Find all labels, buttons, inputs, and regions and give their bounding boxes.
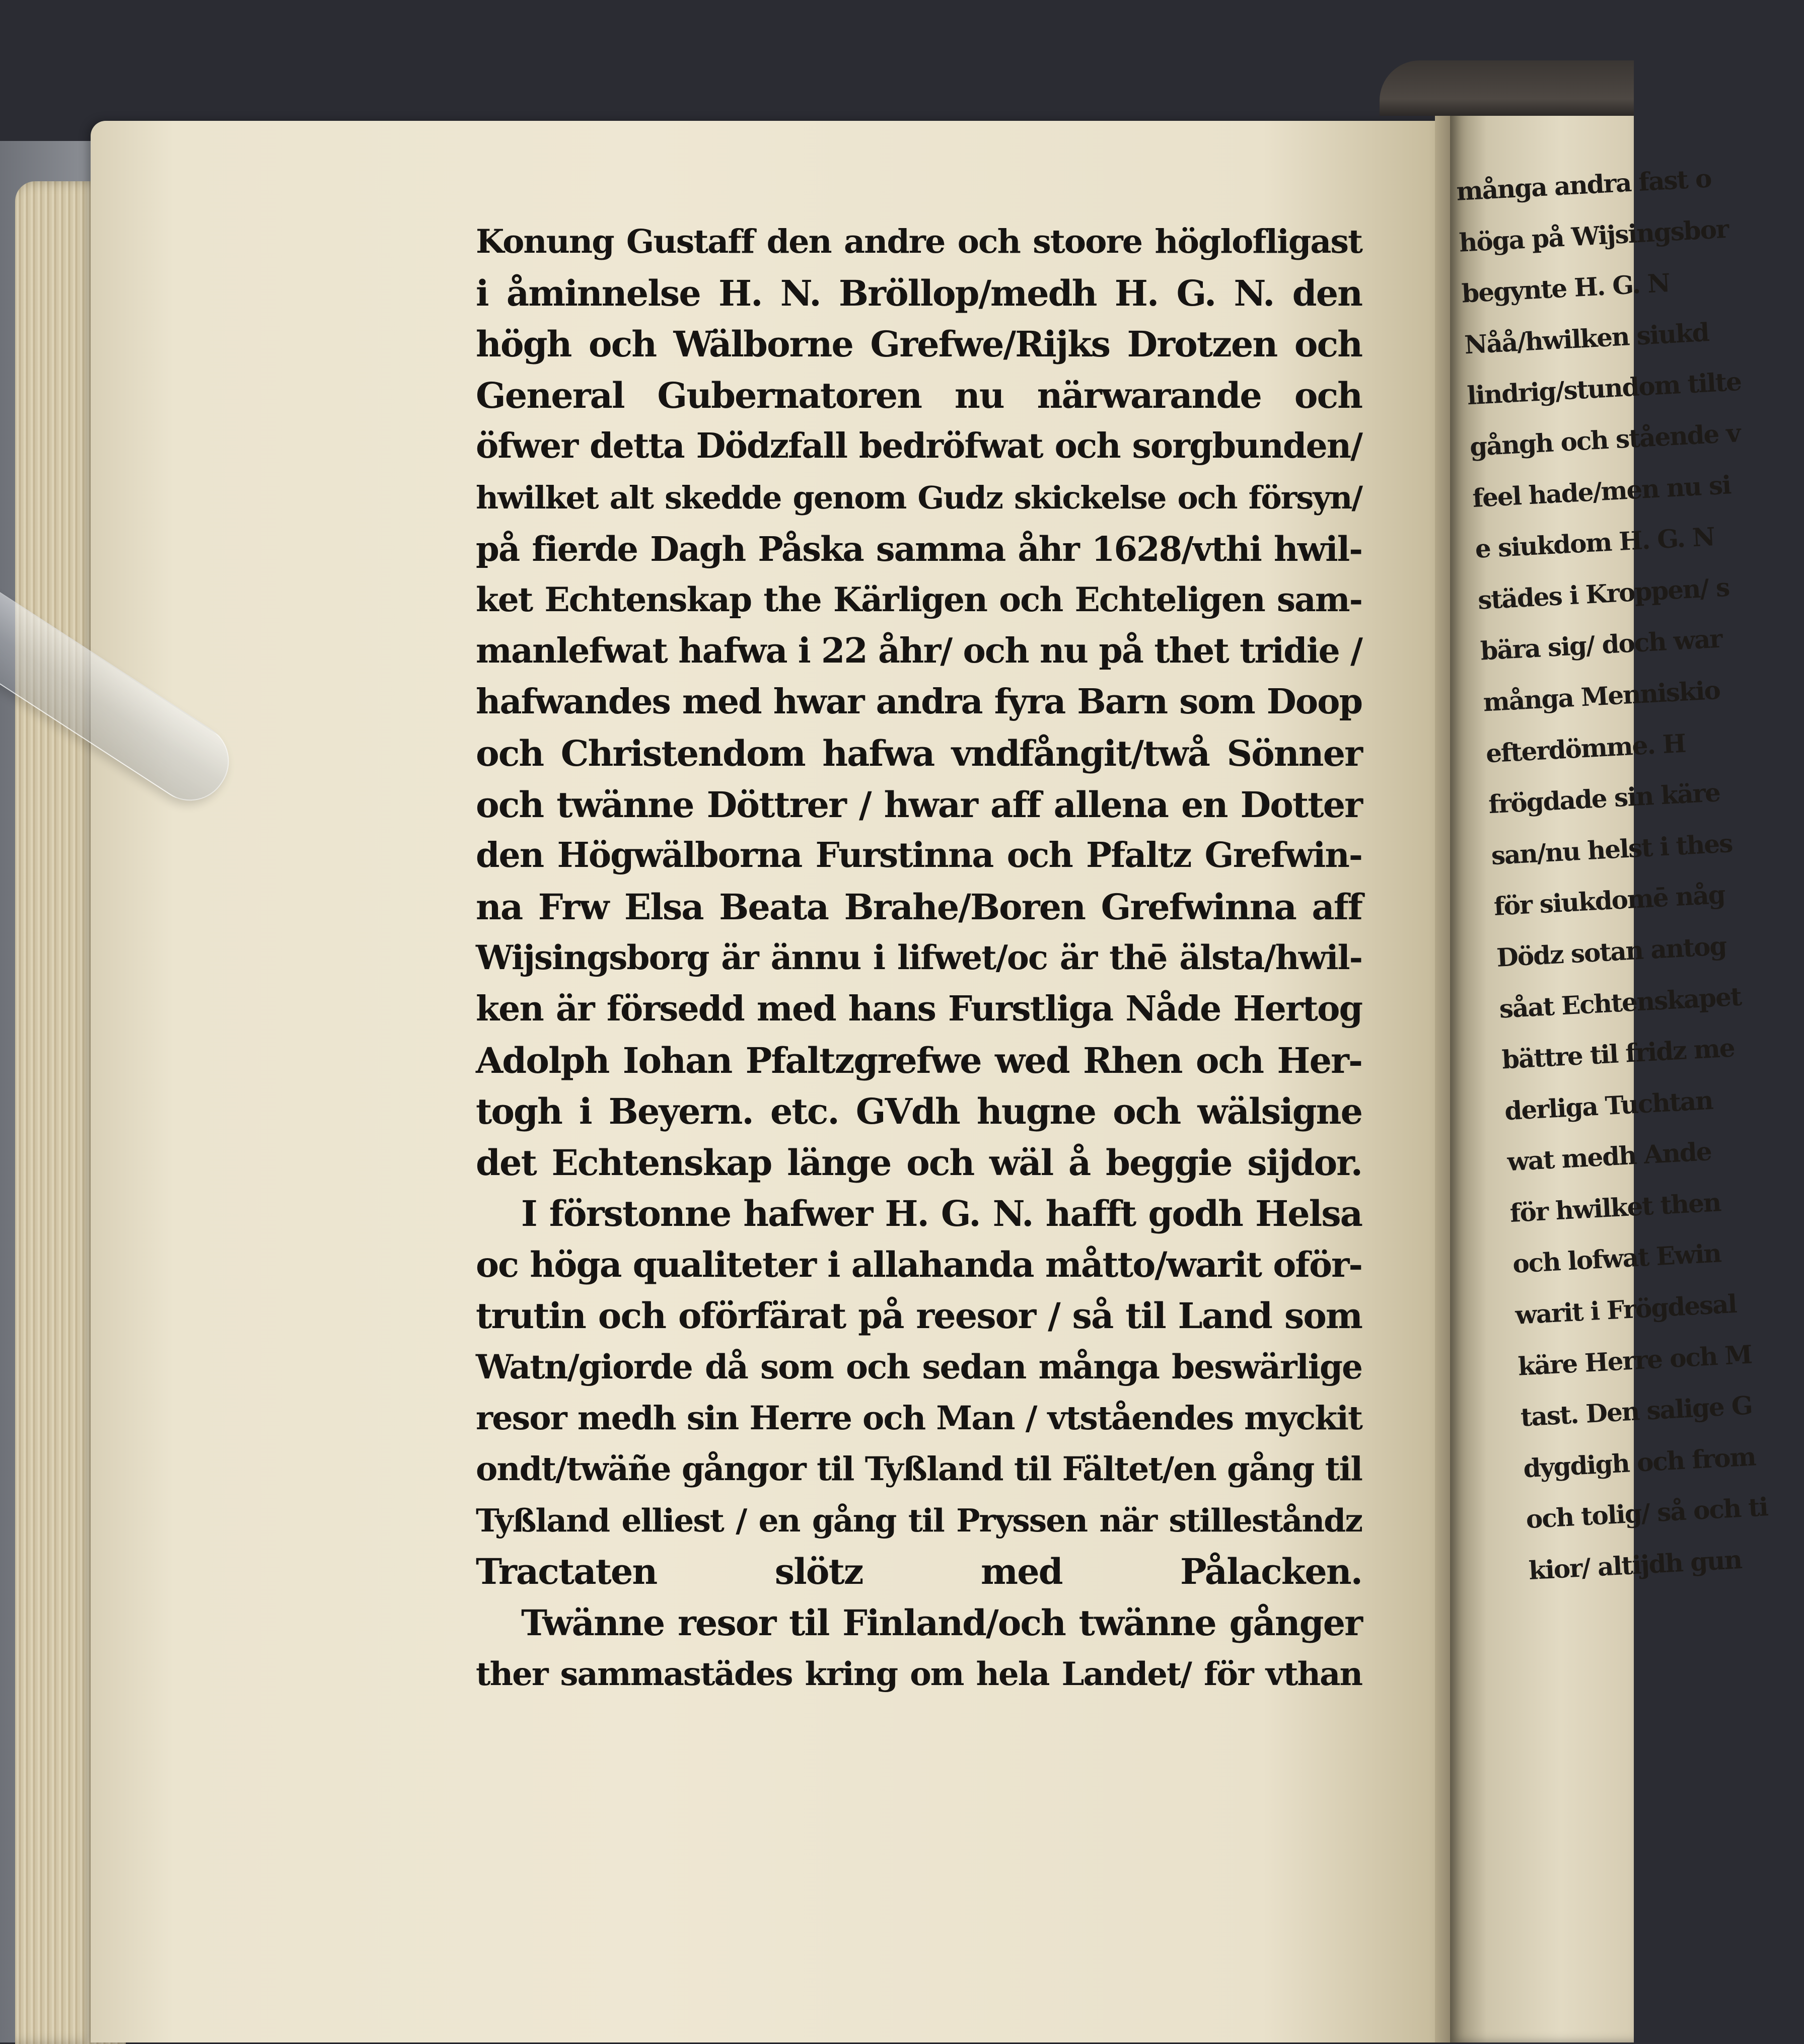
text-line: togh i Beyern. etc. GVdh hugne och wälsigne [476, 1090, 1362, 1133]
text-line: ket Echtenskap the Kärligen och Echteligen sam- [476, 580, 1362, 620]
text-line: det Echtenskap länge och wäl å beggie sijdor. [476, 1141, 1362, 1184]
facing-text-line: tast. Den salige G [1520, 1390, 1753, 1432]
facing-text-line: många andra fast o [1456, 163, 1712, 206]
facing-text-line: begynte H. G. N [1461, 268, 1671, 309]
facing-text-line: e siukdom H. G. N [1474, 522, 1715, 564]
text-line: Tyßland elliest / en gång til Pryssen när stilleståndz [476, 1501, 1362, 1539]
facing-text-line: feel hade/men nu si [1472, 469, 1731, 513]
facing-text-line: käre Herre och M [1517, 1339, 1753, 1381]
facing-text-line: och tolig/ så och ti [1525, 1492, 1768, 1535]
facing-text-line: frögdade sin käre [1487, 777, 1721, 820]
facing-text-line: städes i Kroppen/ s [1477, 572, 1730, 615]
text-line: Tractaten slötz med Pålacken. [476, 1551, 1362, 1593]
text-line: och Christendom hafwa vndfångit/twå Sönner [476, 732, 1362, 774]
facing-text-line: för hwilket then [1509, 1187, 1721, 1228]
facing-text-line: wat medh Ande [1506, 1136, 1712, 1177]
facing-text-line: och lofwat Ewin [1511, 1238, 1722, 1279]
facing-text-line: dygdigh och from [1523, 1441, 1756, 1484]
facing-text-line: warit i Frögdesal [1514, 1288, 1737, 1330]
text-line: manlefwat hafwa i 22 åhr/ och nu på thet tridie / [476, 630, 1362, 671]
text-line: Adolph Iohan Pfaltzgrefwe wed Rhen och Her- [476, 1039, 1362, 1081]
facing-text-line: san/nu helst i thes [1490, 828, 1733, 870]
text-line: Watn/giorde då som och sedan många beswärlige [476, 1347, 1362, 1387]
facing-text-line: derliga Tuchtan [1503, 1085, 1713, 1126]
text-line: ther sammastädes kring om hela Landet/ för vthan [476, 1655, 1362, 1693]
text-line: oc höga qualiteter i allahanda måtto/warit oför- [476, 1244, 1362, 1285]
facing-text-line: lindrig/stundom tilte [1466, 367, 1742, 411]
facing-text-line: Nåå/hwilken siukd [1464, 317, 1709, 360]
facing-text-line: många Menniskio [1482, 675, 1721, 717]
text-line: General Gubernatoren nu närwarande och [476, 374, 1362, 416]
text-line: na Frw Elsa Beata Brahe/Boren Grefwinna aff [476, 886, 1362, 928]
facing-text-line: kior/ altijdh gun [1528, 1545, 1743, 1586]
text-line: högh och Wälborne Grefwe/Rijks Drotzen och [476, 323, 1362, 366]
text-line: I förstonne hafwer H. G. N. hafft godh Helsa [521, 1193, 1362, 1235]
cover-board [1380, 60, 1634, 116]
text-line: på fierde Dagh Påska samma åhr 1628/vthi hwil- [476, 529, 1362, 569]
text-line: och twänne Döttrer / hwar aff allena en Dotter [476, 783, 1362, 826]
facing-text-line: bära sig/ doch war [1479, 623, 1722, 666]
text-line: trutin och oförfärat på reesor / så til Land som [476, 1295, 1362, 1337]
text-line: i åminnelse H. N. Bröllop/medh H. G. N. den [476, 272, 1362, 314]
text-line: den Högwälborna Furstinna och Pfaltz Grefwin- [476, 835, 1362, 876]
text-line: ken är försedd med hans Furstliga Nåde Hertog [476, 988, 1362, 1029]
facing-text-line: efterdömme. H [1485, 728, 1686, 768]
facing-text-line: bättre til fridz me [1501, 1033, 1735, 1075]
text-line: Konung Gustaff den andre och stoore höglofligast [476, 223, 1362, 261]
text-line: Wijsingsborg är ännu i lifwet/oc är thē älsta/hwil- [476, 938, 1362, 978]
main-text-block [476, 216, 1362, 1700]
facing-text-line: höga på Wijsingsbor [1458, 213, 1729, 258]
text-line: resor medh sin Herre och Man / vtståendes myckit [476, 1399, 1362, 1437]
facing-text-line: för siukdomē någ [1493, 880, 1725, 922]
text-line: hafwandes med hwar andra fyra Barn som Doop [476, 682, 1362, 722]
facing-text-line: Dödz sotan antog [1495, 930, 1727, 973]
text-line: hwilket alt skedde genom Gudz skickelse och försyn/ [476, 479, 1362, 516]
text-line: Twänne resor til Finland/och twänne gånger [521, 1602, 1362, 1644]
facing-text-line: såat Echtenskapet [1498, 981, 1742, 1024]
text-line: öfwer detta Dödzfall bedröfwat och sorgbunden/ [476, 426, 1362, 467]
facing-text-line: gångh och stående v [1469, 418, 1741, 462]
text-line: ondt/twäñe gångor til Tyßland til Fältet/en gång til [476, 1450, 1362, 1489]
